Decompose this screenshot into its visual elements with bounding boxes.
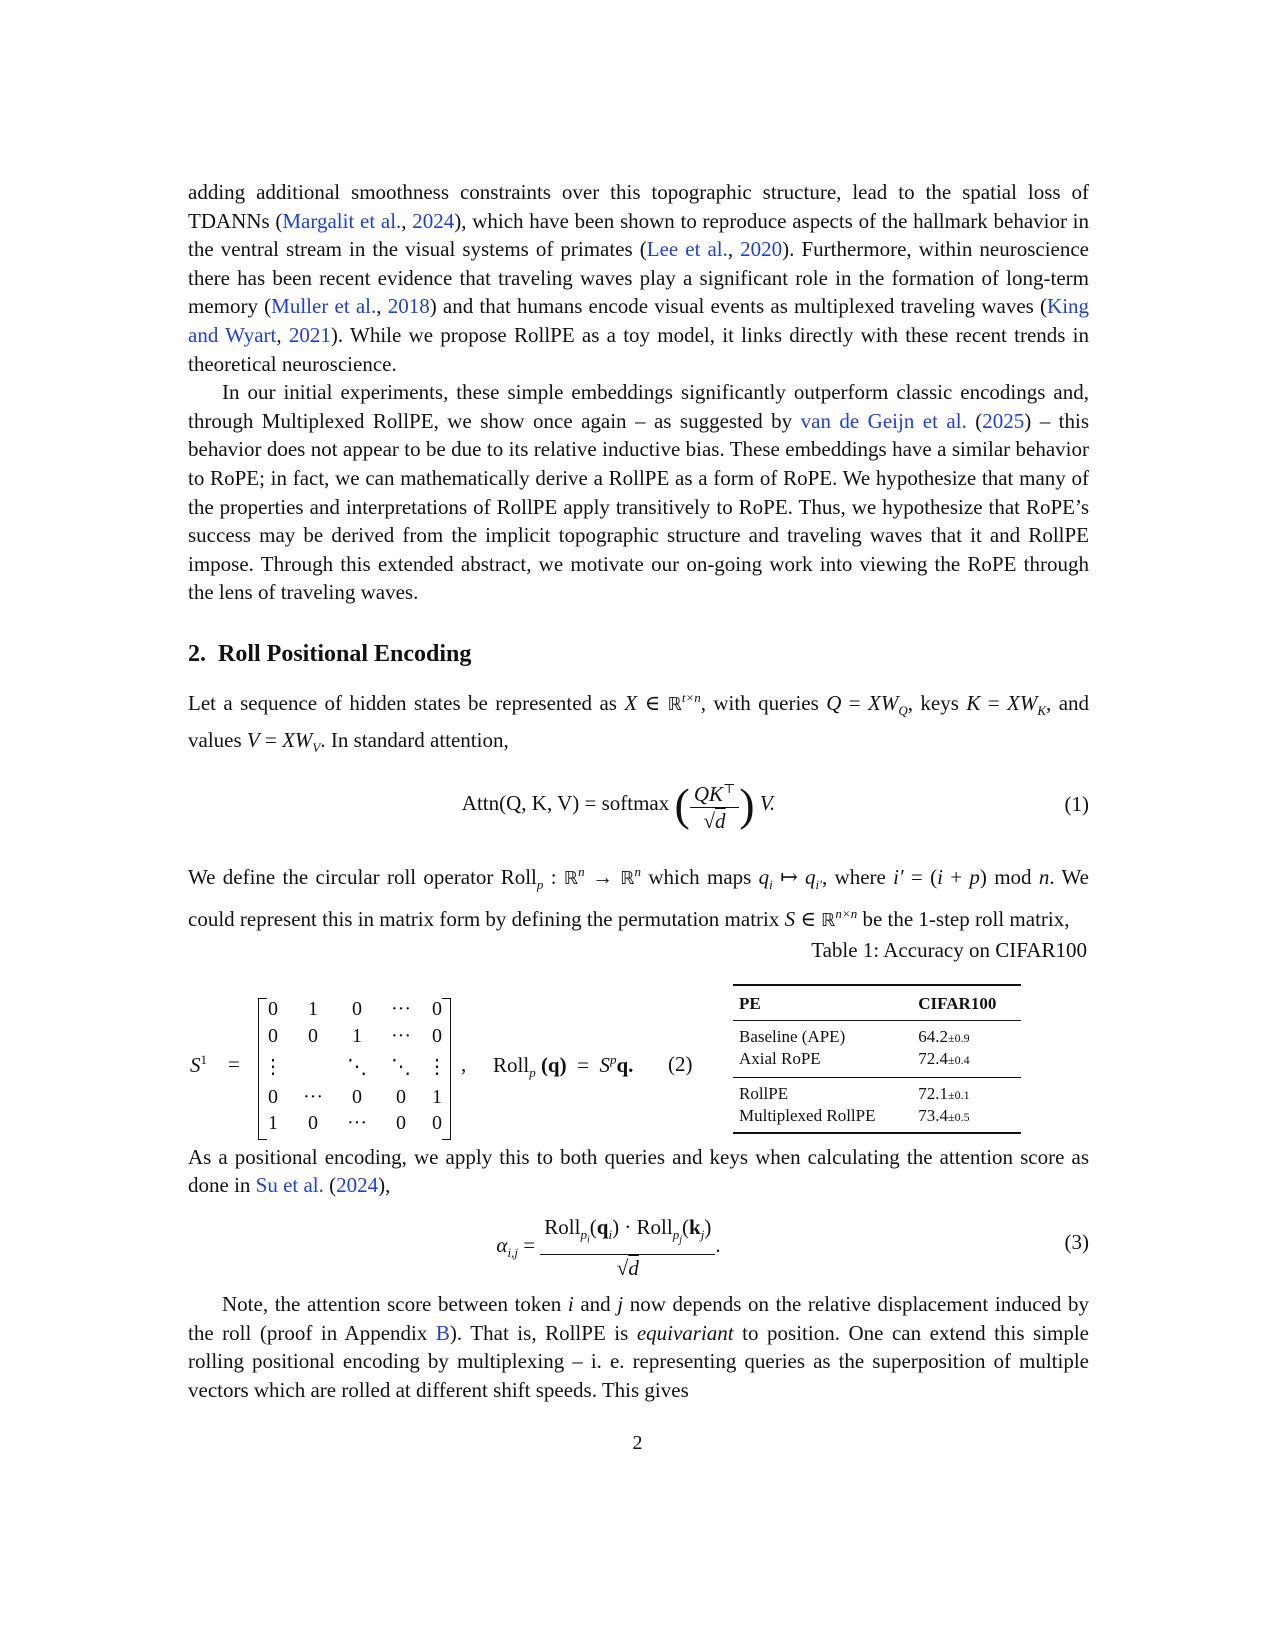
matrix-cell: ⋮ xyxy=(427,1055,447,1078)
citation-lee[interactable]: Lee et al. xyxy=(646,237,728,262)
matrix-cell: 0 xyxy=(432,1111,442,1134)
citation-king-year[interactable]: 2021 xyxy=(288,322,331,347)
matrix-cell: 0 xyxy=(268,997,278,1020)
table-row: Multiplexed RollPE 73.4±0.5 xyxy=(733,1105,1021,1133)
matrix-cell: ⋱ xyxy=(347,1055,367,1078)
appendix-link[interactable]: B xyxy=(435,1320,450,1345)
paragraph-5: As a positional encoding, we apply this to both queries and keys when calculating the attention score as done in Su et al. (2024), xyxy=(188,1144,1089,1198)
equation-1-label: (1) xyxy=(1064,792,1089,817)
matrix-cell: ··· xyxy=(391,997,411,1020)
citation-margalit-year[interactable]: 2024 xyxy=(412,208,455,233)
page-body xyxy=(188,178,1089,1404)
matrix-cell: 1 xyxy=(352,1024,362,1047)
paragraph-3: Let a sequence of hidden states be represented as X ∈ ℝ$^{t\times n}$, with queries $Q = XW_Q$, keys $K = XW_K$, and values $V = XW_V$. In standard attention, xyxy=(188,689,1090,755)
paragraph-6: Note, the attention score between token i and j now depends on the relative displacement induced by the roll (proof in Appendix B). That is, RollPE is equivariant to position. One can extend this simple rolling positional encoding by multiplexing – i. e. representing queries as the superposition of multiple vectors which are rolled at different shift speeds. This gives xyxy=(188,1292,1090,1402)
results-table xyxy=(733,984,1021,1134)
matrix-cell: 1 xyxy=(308,997,318,1020)
page-number: 2 xyxy=(632,1432,643,1454)
table-row: Baseline (APE) 64.2±0.9 xyxy=(733,1020,1021,1048)
right-bracket xyxy=(442,998,451,1140)
paragraph-1: adding additional smoothness constraints over this topographic structure, lead to the spatial loss of TDANNs (Margalit et al., 2024), which have been shown to reproduce aspects of the hallmark behavior in the ventral stream in the visual systems of primates (Lee et al., 2020). Furthermore, within neuroscience there has been recent evidence that traveling waves play a significant role in the formation of long-term memory (Muller et al., 2018) and that humans encode visual events as multiplexed traveling waves (King and Wyart, 2021). While we propose RollPE as a toy model, it links directly with these recent trends in theoretical neuroscience. xyxy=(188,180,1090,376)
citation-vandegeijn-year[interactable]: 2025 xyxy=(982,408,1025,433)
table-header-cifar: CIFAR100 xyxy=(912,985,1021,1021)
roll-expression: Roll$_p$ $(q) = S^pq$. xyxy=(493,1051,634,1081)
matrix-cell: 0 xyxy=(432,1024,442,1047)
table-header-pe: PE xyxy=(733,985,912,1021)
matrix-cell: 0 xyxy=(432,997,442,1020)
paragraph-2: In our initial experiments, these simple embeddings significantly outperform classic encodings and, through Multiplexed RollPE, we show once again – as suggested by van de Geijn et al. (2025) – this behavior does not appear to be due to its relative inductive bias. These embeddings have a similar behavior to RoPE; in fact, we can mathematically derive a RollPE as a form of RoPE. We hypothesize that many of the properties and interpretations of RollPE apply transitively to RoPE. Thus, we hypothesize that RoPE’s success may be derived from the implicit topographic structure and traveling waves that it and RollPE impose. Through this extended abstract, we motivate our on-going work into viewing the RoPE through the lens of traveling waves. xyxy=(188,380,1090,605)
table-header-row xyxy=(733,985,1021,1021)
equation-2: $S^1$ = 0 1 0 ··· 0 0 0 1 ··· 0 ⋮ ⋱ ⋱ ⋮ 0 ··· 0 0 1 1 0 ··· 0 0 , Roll$_p$ $(q) = S^pq$. (2) xyxy=(188,998,708,1138)
citation-muller[interactable]: Muller et al. xyxy=(271,294,377,319)
table-caption: Table 1: Accuracy on CIFAR100 xyxy=(811,937,1087,962)
matrix-cell: 1 xyxy=(432,1085,442,1108)
matrix-cell: 0 xyxy=(352,997,362,1020)
matrix-cell: 0 xyxy=(308,1111,318,1134)
matrix-cell: ··· xyxy=(391,1024,411,1047)
citation-muller-year[interactable]: 2018 xyxy=(387,294,430,319)
citation-su-year[interactable]: 2024 xyxy=(336,1173,379,1198)
equation-2-label: (2) xyxy=(668,1051,693,1076)
matrix-and-table xyxy=(188,937,1089,1135)
matrix-cell: ⋱ xyxy=(391,1055,411,1078)
matrix-cell: 0 xyxy=(268,1024,278,1047)
citation-lee-year[interactable]: 2020 xyxy=(740,237,783,262)
citation-king[interactable]: King and Wyart xyxy=(188,294,1090,347)
equation-3-label: (3) xyxy=(1064,1230,1089,1255)
matrix-cell: ··· xyxy=(347,1111,367,1134)
matrix-cell: ··· xyxy=(303,1085,323,1108)
matrix-cell: 0 xyxy=(268,1085,278,1108)
matrix-cell: 0 xyxy=(396,1111,406,1134)
matrix-cell: 0 xyxy=(396,1085,406,1108)
citation-su[interactable]: Su et al. xyxy=(255,1173,324,1198)
paragraph-4: We define the circular roll operator Roll$_p$ : ℝ$^n$ → ℝ$^n$ which maps $q_i$ ↦ $q_{i'}$, where i′ = (i + p) mod n. We could represent this in matrix form by defining the permutation matrix S ∈ ℝ$^{n\times n}$ be the 1-step roll matrix, xyxy=(188,864,1090,932)
table-row: Axial RoPE 72.4±0.4 xyxy=(739,1048,970,1068)
matrix-lhs: $S^1$ xyxy=(190,1051,207,1077)
citation-vandegeijn[interactable]: van de Geijn et al. xyxy=(800,408,967,433)
section-heading: 2. Roll Positional Encoding xyxy=(188,640,472,667)
citation-margalit[interactable]: Margalit et al. xyxy=(282,208,402,233)
matrix-cell: 0 xyxy=(308,1024,318,1047)
equation-3: $\alpha_{i,j}$ = $\frac{Roll_{p_i}(q_i) \cdot Roll_{p_j}(k_j)}{√d}$ . (3) xyxy=(496,1215,1089,1280)
matrix-cell: ⋮ xyxy=(263,1055,283,1078)
table-row: RollPE 72.1±0.1 xyxy=(733,1077,1021,1105)
matrix-cell: 0 xyxy=(352,1085,362,1108)
equation-1: Attn(Q, K, V) = softmax ( $\frac{QK^⊤}{√d}$ ) V. (1) xyxy=(188,776,1089,842)
matrix-cell: 1 xyxy=(268,1111,278,1134)
